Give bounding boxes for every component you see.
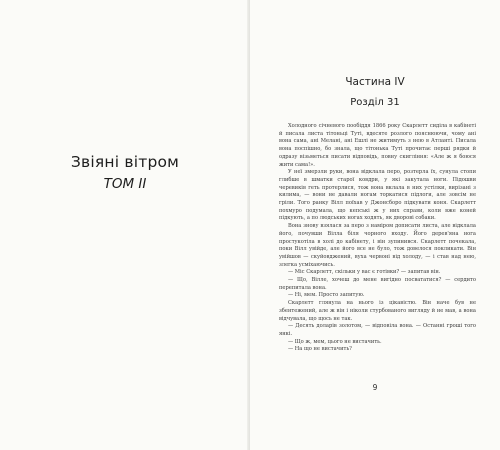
- part-heading: Частина IV: [345, 76, 405, 88]
- paragraph: — Що, Вілле, хочеш до мене вигідно посвататися? — сердито перепитала вона.: [279, 277, 476, 291]
- paragraph: — На що не вистачить?: [288, 346, 352, 353]
- paragraph: Скарлетт глянула на нього із цікавістю. Він наче був не збентежений, але ж він і ніколи стурбованого вигляду й не мав, а вона відчувала, що щось не так.: [279, 300, 476, 322]
- chapter-heading: Розділ 31: [350, 97, 400, 108]
- paragraph: — Міс Скарлетт, скільки у вас є готівки? — запитав він.: [288, 269, 441, 276]
- paragraph: Холодного січневого пообіддя 1866 року Скарлетт сиділа в кабінеті й писала листа тітоньці Туті, вдесяте розлого пояснюючи, чому ані вона сама, ані Мелані, ані Ешлі не житимуть з нею в Атланті. Писала вона поспішно, бо знала, що тітонька Туті прочитає перші рядки й одразу візьметься писати відповідь, повну скигління: «Але ж я боюся жити сама!».: [279, 123, 476, 168]
- paragraph: — Що ж, мем, цього не вистачить.: [288, 338, 382, 345]
- page-number: 9: [372, 383, 378, 392]
- paragraph: — Ні, мем. Просто запитую.: [288, 292, 365, 299]
- paragraph: Вона знову взялася за перо з наміром дописати листа, але відклала його, почувши Вілла біля чорного входу. Його дерев'яна нога простукотіла в холі до кабінету, і він зупинився. Скарлетт почекала, поки Вілл увійде, але його все не було, тож довелося покликати. Він увійшов — скуйовджений, вуха червоні від холоду, — і став над нею, злегка усміхаючись.: [279, 223, 476, 268]
- chapter-body-text: [279, 123, 476, 354]
- paragraph: У неї змерзли руки, вона відклала перо, розтерла їх, сунула стопи глибше в шматки старої ковдри, у які закутала ноги. Підошви черевиків геть протерлися, тож вона вклала в них устілки, вирізані з килима, — вони не давали ногам торкатися підлоги, але зовсім не гріли. Того ранку Вілл поїхав у Джонсборо підкувати коня. Скарлетт похмуро подумала, що кепські ж у них справи, коли вже коней підкують, а по людських ногах ходять, як дворові собаки.: [279, 169, 476, 222]
- volume-label: ТОМ II: [103, 176, 147, 192]
- book-title: Звіяні вітром: [70, 153, 180, 171]
- paragraph: — Десять доларів золотом, — відповіла вона. — Останні гроші того янкі.: [279, 323, 476, 337]
